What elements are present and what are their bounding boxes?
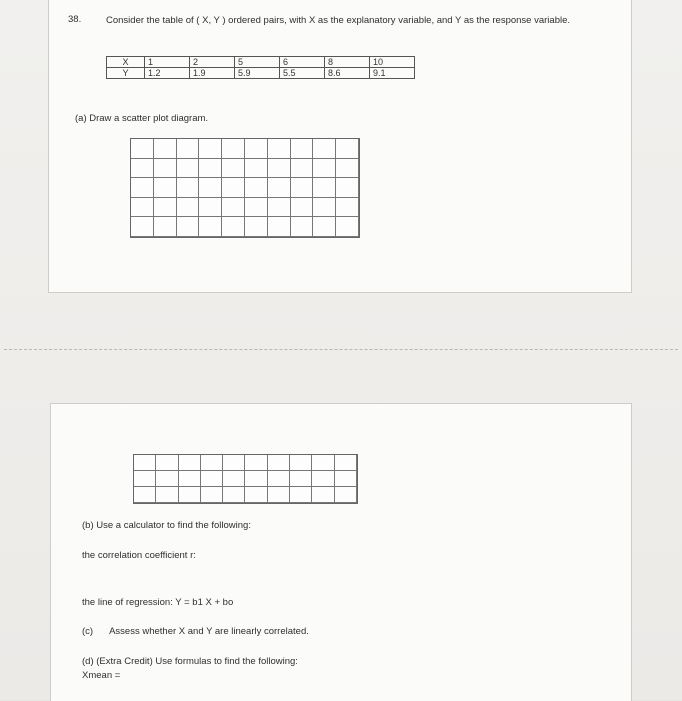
x-value: 1: [145, 57, 190, 68]
grid-cell: [245, 487, 267, 503]
correlation-prompt: the correlation coefficient r:: [82, 550, 196, 561]
grid-cell: [131, 178, 154, 198]
x-value: 6: [280, 57, 325, 68]
grid-cell: [222, 178, 245, 198]
grid-cell: [312, 471, 334, 487]
grid-cell: [268, 139, 291, 159]
y-row: [107, 68, 415, 79]
regression-prompt: the line of regression: Y = b1 X + bo: [82, 597, 234, 608]
grid-cell: [313, 178, 336, 198]
grid-cell: [223, 487, 245, 503]
grid-cell: [131, 139, 154, 159]
grid-cell: [179, 471, 201, 487]
grid-cell: [313, 217, 336, 237]
grid-cell: [177, 139, 200, 159]
grid-cell: [268, 487, 290, 503]
answer-grid[interactable]: [133, 454, 358, 504]
grid-cell: [156, 487, 178, 503]
grid-cell: [134, 471, 156, 487]
grid-cell: [245, 455, 267, 471]
question-text: Consider the table of ( X, Y ) ordered pairs, with X as the explanatory variable, and Y as the response variable.: [106, 15, 571, 26]
grid-cell: [223, 471, 245, 487]
grid-cell: [268, 198, 291, 218]
grid-cell: [245, 217, 268, 237]
grid-cell: [336, 217, 359, 237]
grid-cell: [199, 159, 222, 179]
grid-cell: [154, 139, 177, 159]
grid-cell: [199, 217, 222, 237]
grid-cell: [268, 217, 291, 237]
x-value: 10: [370, 57, 415, 68]
grid-cell: [134, 455, 156, 471]
y-value: 9.1: [370, 68, 415, 79]
grid-cell: [222, 139, 245, 159]
grid-cell: [154, 159, 177, 179]
grid-cell: [291, 217, 314, 237]
grid-cell: [222, 198, 245, 218]
grid-cell: [177, 159, 200, 179]
grid-cell: [179, 455, 201, 471]
x-value: 5: [235, 57, 280, 68]
y-value: 8.6: [325, 68, 370, 79]
grid-cell: [199, 178, 222, 198]
part-c-text: Assess whether X and Y are linearly correlated.: [109, 626, 309, 637]
y-value: 1.2: [145, 68, 190, 79]
grid-cell: [154, 217, 177, 237]
x-value: 2: [190, 57, 235, 68]
scatter-plot-grid[interactable]: [130, 138, 360, 238]
grid-cell: [177, 217, 200, 237]
grid-cell: [154, 198, 177, 218]
grid-cell: [156, 455, 178, 471]
grid-cell: [179, 487, 201, 503]
grid-cell: [312, 455, 334, 471]
grid-cell: [335, 455, 357, 471]
grid-cell: [268, 455, 290, 471]
x-header: X: [107, 57, 145, 68]
grid-cell: [268, 178, 291, 198]
grid-cell: [131, 217, 154, 237]
y-value: 5.9: [235, 68, 280, 79]
grid-cell: [290, 455, 312, 471]
x-row: [107, 57, 415, 68]
grid-cell: [222, 159, 245, 179]
grid-cell: [335, 471, 357, 487]
grid-cell: [335, 487, 357, 503]
xmean-prompt: Xmean =: [82, 670, 121, 681]
part-a-label: (a) Draw a scatter plot diagram.: [75, 113, 209, 124]
grid-cell: [156, 471, 178, 487]
grid-cell: [291, 159, 314, 179]
grid-cell: [201, 487, 223, 503]
grid-cell: [177, 198, 200, 218]
grid-cell: [131, 159, 154, 179]
grid-cell: [336, 139, 359, 159]
grid-cell: [245, 139, 268, 159]
grid-cell: [336, 198, 359, 218]
grid-cell: [134, 487, 156, 503]
grid-cell: [290, 471, 312, 487]
grid-cell: [245, 178, 268, 198]
grid-cell: [312, 487, 334, 503]
grid-cell: [177, 178, 200, 198]
y-value: 5.5: [280, 68, 325, 79]
grid-cell: [222, 217, 245, 237]
grid-cell: [245, 198, 268, 218]
grid-cell: [223, 455, 245, 471]
grid-cell: [291, 139, 314, 159]
grid-cell: [290, 487, 312, 503]
part-b-label: (b) Use a calculator to find the following:: [82, 520, 251, 531]
part-c-label: (c): [82, 626, 94, 637]
grid-cell: [245, 159, 268, 179]
grid-cell: [154, 178, 177, 198]
page-divider: [4, 349, 678, 350]
grid-cell: [291, 178, 314, 198]
x-value: 8: [325, 57, 370, 68]
grid-cell: [131, 198, 154, 218]
part-c: [82, 626, 309, 637]
xy-data-table: [106, 56, 415, 79]
grid-cell: [245, 471, 267, 487]
grid-cell: [313, 159, 336, 179]
grid-cell: [199, 198, 222, 218]
part-d-label: (d) (Extra Credit) Use formulas to find the following:: [82, 656, 298, 667]
grid-cell: [336, 178, 359, 198]
grid-cell: [199, 139, 222, 159]
grid-cell: [201, 471, 223, 487]
grid-cell: [336, 159, 359, 179]
y-value: 1.9: [190, 68, 235, 79]
y-header: Y: [107, 68, 145, 79]
grid-cell: [313, 139, 336, 159]
grid-cell: [201, 455, 223, 471]
question-number: 38.: [68, 14, 82, 25]
grid-cell: [268, 471, 290, 487]
grid-cell: [291, 198, 314, 218]
grid-cell: [313, 198, 336, 218]
grid-cell: [268, 159, 291, 179]
